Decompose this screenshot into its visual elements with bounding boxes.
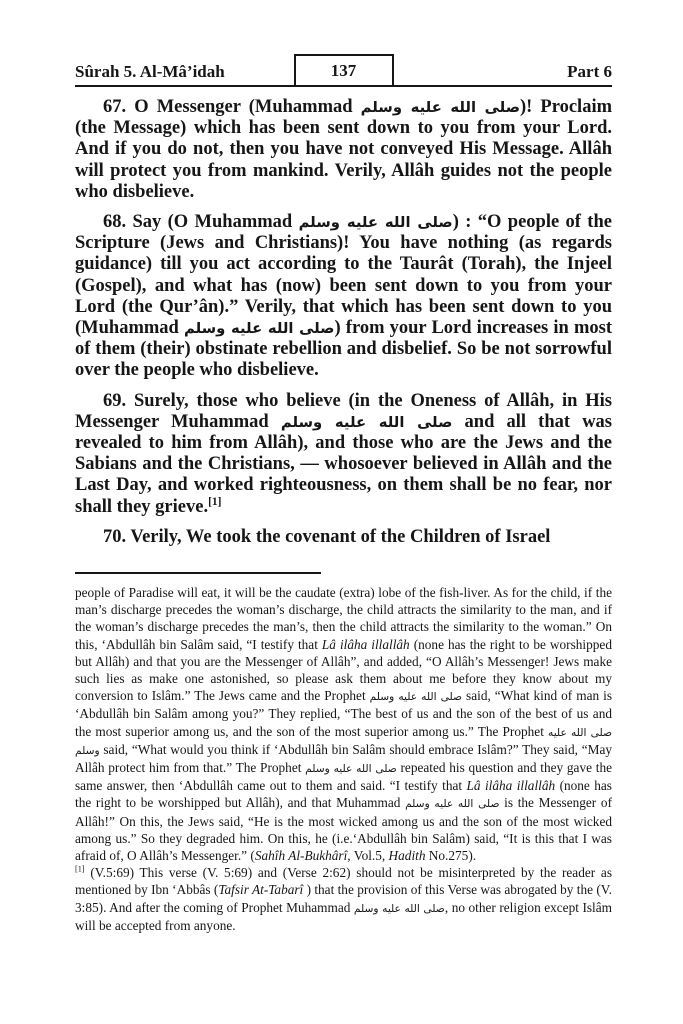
italic-run: Tafsir At-Tabarî <box>218 882 304 898</box>
italic-run: Hadith <box>388 848 426 864</box>
text-run: people of Paradise will eat, it will be the caudate (extra) lobe of the fish-liver. As for the child, if the man’s discharge precedes the woman’s discharge, the child attracts the similarity to the man, and if the woman’s discharge precedes the man’s, then the child attracts the similarity to the woman.” On this, ‘Abdullâh bin Salâm said, “I testify that <box>75 585 612 652</box>
arabic-honorific: صلى الله عليه وسلم <box>75 725 612 757</box>
verse-70 <box>75 527 612 548</box>
footnote-continuation <box>75 584 612 864</box>
arabic-honorific: صلى الله عليه وسلم <box>305 762 397 776</box>
italic-run: Lâ ilâha illallâh <box>321 636 410 652</box>
text-run: )! Proclaim (the Message) which has been sent down to you from your Lord. And if you do not, then you have not conveyed His Message. Allâh will protect you from mankind. Verily, Allâh guides not the people who disbelieve. <box>75 97 612 202</box>
verse-67 <box>75 97 612 203</box>
text-run: No.275). <box>425 848 477 864</box>
arabic-honorific: صلى الله عليه وسلم <box>280 413 453 431</box>
footnote-marker: [1] <box>75 864 85 874</box>
footnote-marker: [1] <box>208 495 222 508</box>
text-run: 68. Say (O Muhammad <box>103 212 299 233</box>
surah-title: Sûrah 5. Al-Mâ’idah <box>75 62 225 81</box>
verse-69 <box>75 391 612 518</box>
arabic-honorific: صلى الله عليه وسلم <box>298 214 453 232</box>
text-run: (none has the right to be worshipped but Allâh), and that Muhammad <box>75 778 612 811</box>
arabic-honorific: صلى الله عليه وسلم <box>405 797 500 811</box>
footnote-1 <box>75 864 612 934</box>
verse-text-block <box>75 97 612 557</box>
text-run: (V.5:69) This verse (V. 5:69) and (Verse 2:62) should not be misinterpreted by the reader as mentioned by Ibn ‘Abbâs ( <box>75 865 612 898</box>
text-run: repeated his question and they gave the same answer, then ‘Abdullâh came out to them and said. “I testify that <box>75 760 612 794</box>
page-number: 137 <box>330 60 357 80</box>
page-header <box>75 54 612 87</box>
text-run: , no other religion except Islâm will be accepted from anyone. <box>75 899 612 933</box>
text-run: (none has the right to be worshipped but Allâh) and that you are the Messenger of Allâh”, and added, “O Allâh’s Messenger! Jews make such lies as make one astonished, so please ask them about me before they know about my conversion to Islâm.” The Jews came and the Prophet <box>75 636 612 704</box>
arabic-honorific: صلى الله عليه وسلم <box>360 99 520 116</box>
text-run: 70. Verily, We took the covenant of the Children of Israel <box>103 526 551 547</box>
footnotes-block <box>75 584 612 934</box>
text-run: ) that the provision of this Verse was abrogated by the (V. 3:85). And after the coming of Prophet Muhammad <box>75 882 612 915</box>
arabic-honorific: صلى الله عليه وسلم <box>353 901 445 915</box>
italic-run: Sahîh Al-Bukhârî, <box>254 848 351 864</box>
text-run: ) : “O people of the Scripture (Jews and Christians)! You have nothing (as regards guidance) till you act according to the Taurât (Torah), the Injeel (Gospel), and what has (now) been sent down to you from your Lord (the Qur’ân).” Verily, that which has been sent down to you (Muhammad <box>75 212 612 339</box>
italic-run: Lâ ilâha illallâh <box>466 778 556 794</box>
text-run: 67. O Messenger (Muhammad <box>103 97 361 117</box>
text-run: and all that was revealed to him from Allâh), and those who are the Jews and the Sabians and the Christians, — whosoever believed in Allâh and the Last Day, and worked righteousness, on them shall be no fear, nor shall they grieve. <box>75 411 613 517</box>
page-number-box <box>294 54 394 87</box>
verse-68 <box>75 212 612 382</box>
text-run: ) from your Lord increases in most of them (their) obstinate rebellion and disbelief. So be not sorrowful over the people who disbelieve. <box>75 318 612 381</box>
text-run: is the Messenger of Allâh!” On this, the Jews said, “He is the most wicked among us and the son of the most wicked among us.” So they degraded him. On this, he (i.e.‘Abdullâh bin Salâm) said, “It is this that I was afraid of, O Allâh’s Messenger.” ( <box>75 795 612 864</box>
text-run: said, “What would you think if ‘Abdullâh bin Salâm should embrace Islâm?” They said, “May Allâh protect him from that.” The Prophet <box>75 741 612 776</box>
text-run: 69. Surely, those who believe (in the Oneness of Allâh, in His Messenger Muhammad <box>75 390 612 432</box>
text-run: said, “What kind of man is ‘Abdullâh bin Salâm among you?” They replied, “The best of us and the son of the best of us and the most superior among us, and the son of the most superior among us.” The Prophet <box>75 688 613 739</box>
arabic-honorific: صلى الله عليه وسلم <box>183 320 335 338</box>
footnote-separator <box>75 572 321 574</box>
arabic-honorific: صلى الله عليه وسلم <box>369 690 463 704</box>
text-run: Vol.5, <box>350 848 389 864</box>
part-label: Part 6 <box>567 62 612 81</box>
